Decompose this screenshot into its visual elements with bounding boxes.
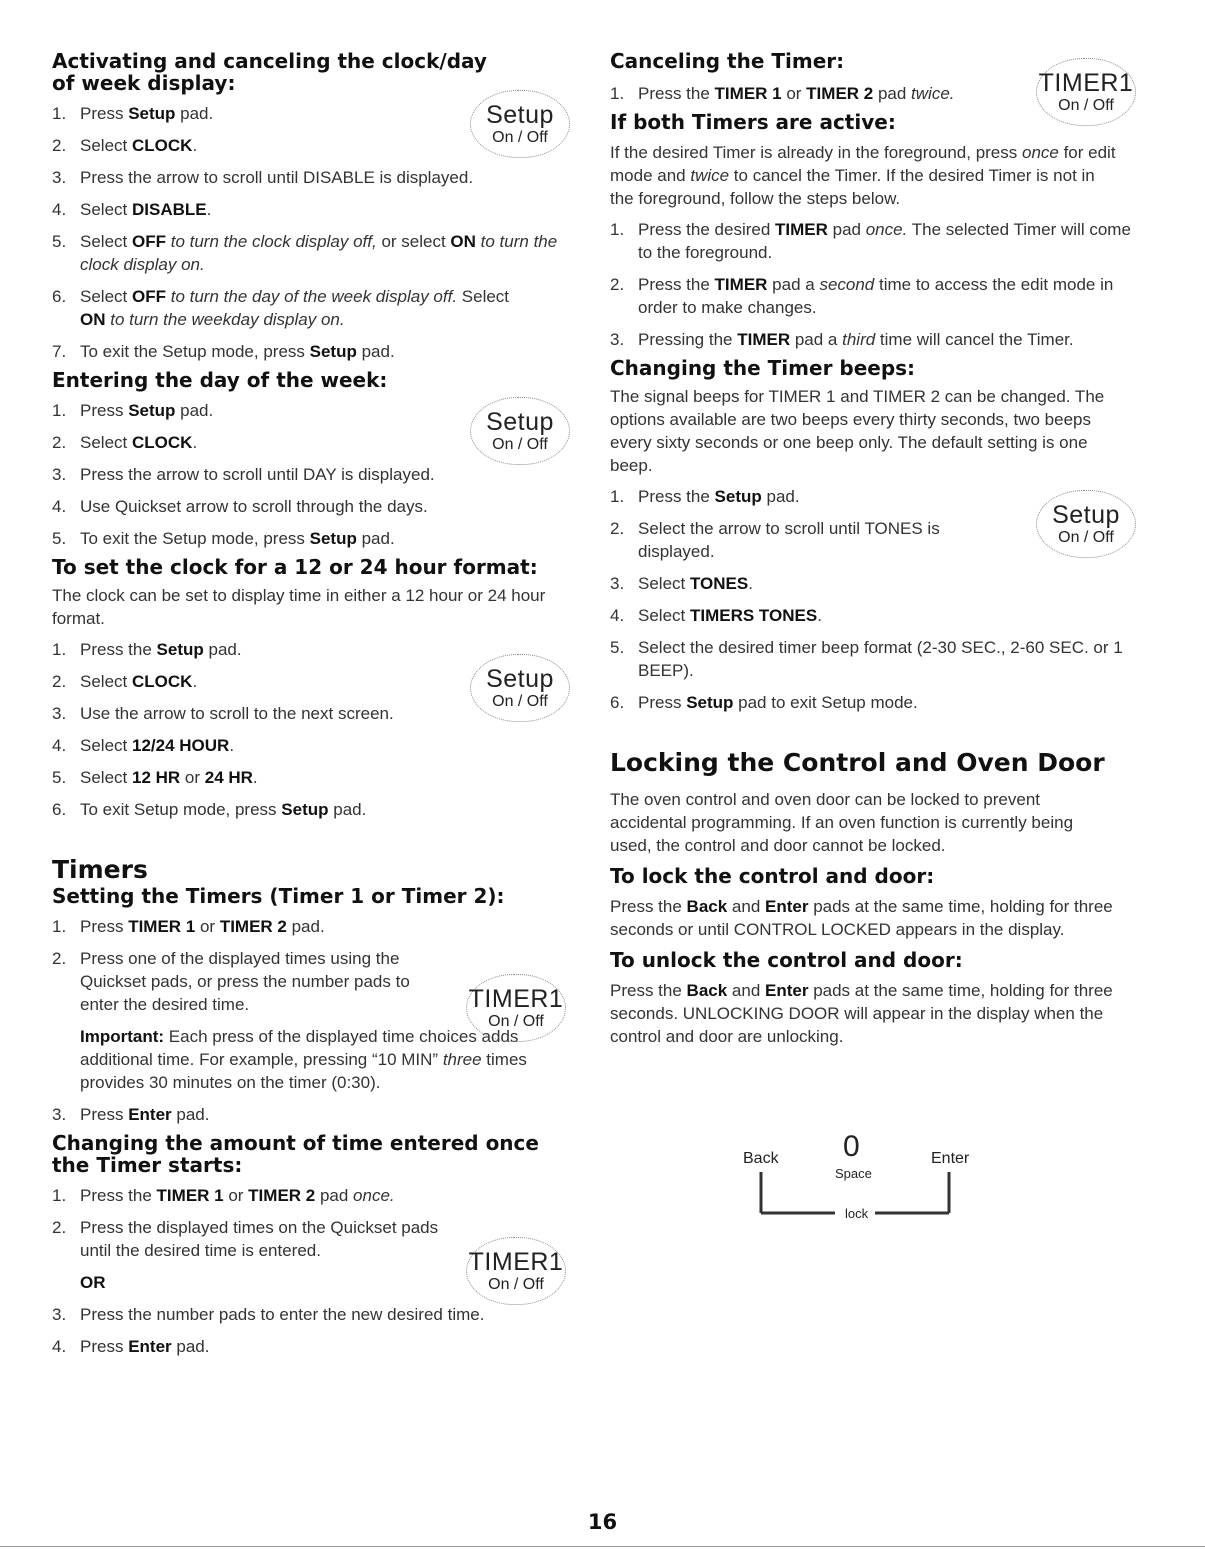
timer-pad-2: TIMER1 On / Off [466,1237,566,1305]
setting-step-2: 2. Press one of the displayed times using the Quickset pads, or press the number pads to enter the desired time. [52,949,410,1014]
change-step-4: 4. Press Enter pad. [52,1337,210,1356]
important-note: Important: Each press of the displayed time choices adds additional time. For example, pressing “10 MIN” three times provides 30 minutes on the timer (0:30). [80,1027,527,1092]
unlock-heading: To unlock the control and door: [610,948,963,972]
beeps-step-3: 3. Select TONES. [610,574,753,593]
beeps-step-6: 6. Press Setup pad to exit Setup mode. [610,693,918,712]
both-intro: If the desired Timer is already in the foreground, press once for edit mode and twice to cancel the Timer. If the desired Timer is not in the foreground, follow the steps below. [610,143,1116,208]
or-label: OR [80,1273,106,1292]
clock-step-5: 5. Select OFF to turn the clock display off, or select ON to turn the clock display on. [52,232,558,274]
clock-step-7: 7. To exit the Setup mode, press Setup pad. [52,342,395,361]
day-step-1: 1. Press Setup pad. [52,401,214,420]
beeps-step-4: 4. Select TIMERS TONES. [610,606,822,625]
zero-key-label: 0 [843,1130,860,1163]
change-step-1: 1. Press the TIMER 1 or TIMER 2 pad once. [52,1186,395,1205]
beeps-step-2: 2. Select the arrow to scroll until TONES is displayed. [610,519,940,561]
setting-step-1: 1. Press TIMER 1 or TIMER 2 pad. [52,917,325,936]
cancel-heading: Canceling the Timer: [610,49,845,73]
timer-pad-3: TIMER1 On / Off [1036,58,1136,126]
important-label: Important: [80,1027,165,1046]
beeps-heading: Changing the Timer beeps: [610,356,916,380]
setup-pad-2: Setup On / Off [470,397,570,465]
lock-keypad-diagram [735,1130,995,1225]
clock-step-3: 3. Press the arrow to scroll until DISABLE is displayed. [52,168,474,187]
clock-step-2: 2. Select CLOCK. [52,136,198,155]
both-step-3: 3. Pressing the TIMER pad a third time will cancel the Timer. [610,330,1074,349]
space-label: Space [835,1166,872,1181]
format-step-5: 5. Select 12 HR or 24 HR. [52,768,258,787]
beeps-step-5: 5. Select the desired timer beep format (2-30 SEC., 2-60 SEC. or 1 BEEP). [610,638,1123,680]
setting-heading: Setting the Timers (Timer 1 or Timer 2): [52,884,505,908]
timer-pad-1: TIMER1 On / Off [466,974,566,1042]
format-step-6: 6. To exit Setup mode, press Setup pad. [52,800,367,819]
format-step-4: 4. Select 12/24 HOUR. [52,736,235,755]
lock-heading: To lock the control and door: [610,864,935,888]
format-step-2: 2. Select CLOCK. [52,672,198,691]
back-key-label: Back [743,1150,779,1167]
day-step-4: 4. Use Quickset arrow to scroll through the days. [52,497,428,516]
both-step-1: 1. Press the desired TIMER pad once. The selected Timer will come to the foreground. [610,220,1131,262]
setting-step-3: 3. Press Enter pad. [52,1105,210,1124]
change-heading: Changing the amount of time entered once the Timer starts: [52,1131,539,1177]
lock-label: lock [845,1206,869,1221]
format-heading: To set the clock for a 12 or 24 hour format: [52,555,538,579]
lock-text: Press the Back and Enter pads at the same time, holding for three seconds or until CONTROL LOCKED appears in the display. [610,897,1113,939]
day-step-3: 3. Press the arrow to scroll until DAY is displayed. [52,465,435,484]
both-heading: If both Timers are active: [610,110,896,134]
lock-intro: The oven control and oven door can be locked to prevent accidental programming. If an oven function is currently being used, the control and door cannot be locked. [610,790,1074,855]
clock-step-1: 1. Press Setup pad. [52,104,214,123]
change-step-2: 2. Press the displayed times on the Quickset pads until the desired time is entered. [52,1218,439,1260]
setup-pad-4: Setup On / Off [1036,490,1136,558]
clock-step-6: 6. Select OFF to turn the day of the week display off. Select ON to turn the weekday display on. [52,287,510,329]
clock-step-4: 4. Select DISABLE. [52,200,212,219]
lock-title: Locking the Control and Oven Door [610,748,1105,777]
unlock-text: Press the Back and Enter pads at the same time, holding for three seconds. UNLOCKING DOOR will appear in the display when the control and door are unlocking. [610,981,1113,1046]
setup-pad-1: Setup On / Off [470,90,570,158]
page-number: 16 [587,1510,618,1534]
day-step-5: 5. To exit the Setup mode, press Setup pad. [52,529,395,548]
change-step-3: 3. Press the number pads to enter the new desired time. [52,1305,485,1324]
enter-key-label: Enter [931,1150,970,1167]
format-step-1: 1. Press the Setup pad. [52,640,242,659]
both-step-2: 2. Press the TIMER pad a second time to access the edit mode in order to make changes. [610,275,1114,317]
beeps-intro: The signal beeps for TIMER 1 and TIMER 2 can be changed. The options available are two beeps every thirty seconds, two beeps every sixty seconds or one beep only. The default setting is one beep. [610,387,1105,475]
day-step-2: 2. Select CLOCK. [52,433,198,452]
timers-title: Timers [52,855,148,884]
day-heading: Entering the day of the week: [52,368,388,392]
beeps-step-1: 1. Press the Setup pad. [610,487,800,506]
clock-heading: Activating and canceling the clock/day of week display: [52,49,487,95]
setup-pad-3: Setup On / Off [470,654,570,722]
cancel-step-1: 1. Press the TIMER 1 or TIMER 2 pad twice. [610,84,955,103]
format-intro: The clock can be set to display time in either a 12 hour or 24 hour format. [52,586,546,628]
bottom-rule [0,1546,1205,1547]
format-step-3: 3. Use the arrow to scroll to the next screen. [52,704,394,723]
